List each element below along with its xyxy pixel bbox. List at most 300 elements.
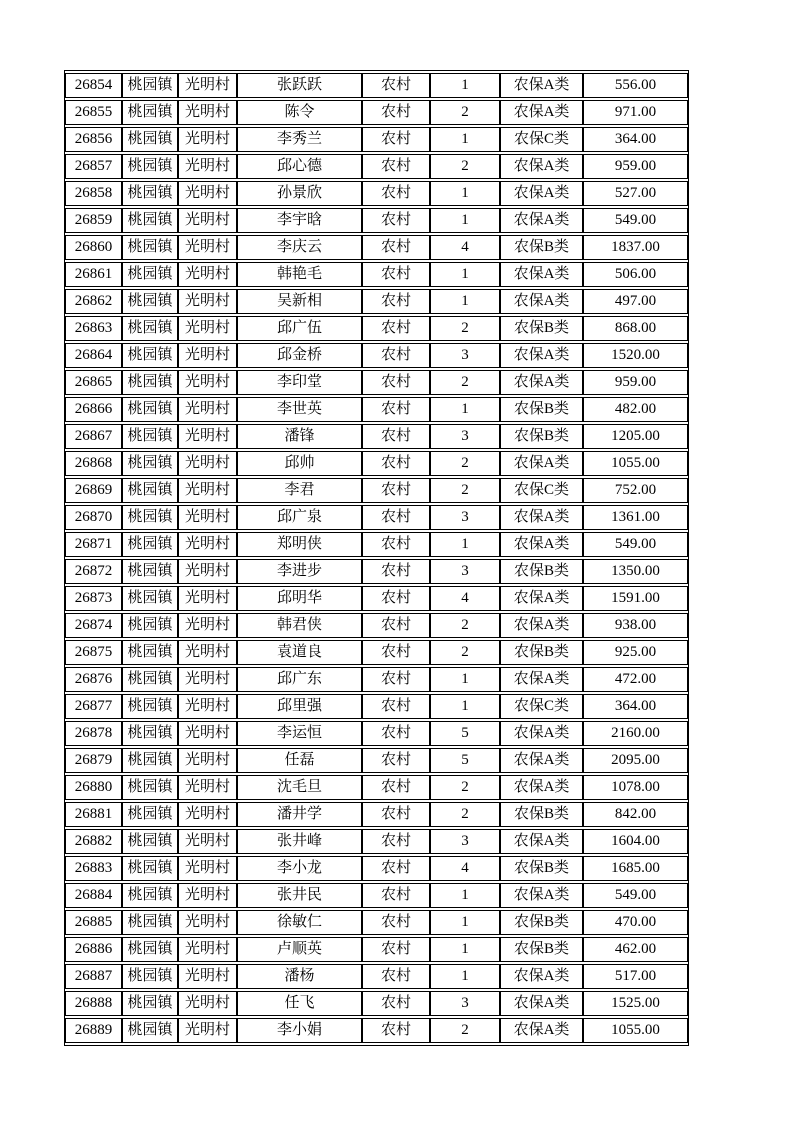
cell-village: 光明村	[178, 964, 237, 989]
cell-name: 潘锋	[237, 424, 362, 449]
cell-person_count: 1	[430, 73, 500, 98]
cell-record_id: 26881	[65, 802, 122, 827]
cell-town: 桃园镇	[122, 343, 178, 368]
cell-record_id: 26872	[65, 559, 122, 584]
cell-town: 桃园镇	[122, 964, 178, 989]
cell-village: 光明村	[178, 208, 237, 233]
cell-insurance_category: 农保B类	[500, 910, 583, 935]
cell-person_count: 2	[430, 451, 500, 476]
cell-name: 李进步	[237, 559, 362, 584]
cell-village: 光明村	[178, 289, 237, 314]
cell-amount: 1525.00	[583, 991, 688, 1016]
cell-amount: 959.00	[583, 154, 688, 179]
cell-village: 光明村	[178, 883, 237, 908]
table-row	[65, 208, 688, 233]
cell-insurance_category: 农保A类	[500, 667, 583, 692]
cell-insurance_category: 农保B类	[500, 937, 583, 962]
cell-amount: 1055.00	[583, 1018, 688, 1043]
cell-residence_type: 农村	[362, 505, 430, 530]
table-row	[65, 235, 688, 260]
cell-record_id: 26882	[65, 829, 122, 854]
cell-insurance_category: 农保C类	[500, 478, 583, 503]
cell-village: 光明村	[178, 127, 237, 152]
cell-record_id: 26889	[65, 1018, 122, 1043]
cell-person_count: 5	[430, 748, 500, 773]
cell-village: 光明村	[178, 343, 237, 368]
cell-amount: 482.00	[583, 397, 688, 422]
cell-record_id: 26879	[65, 748, 122, 773]
cell-person_count: 2	[430, 640, 500, 665]
cell-town: 桃园镇	[122, 910, 178, 935]
cell-person_count: 3	[430, 991, 500, 1016]
cell-person_count: 1	[430, 181, 500, 206]
cell-residence_type: 农村	[362, 802, 430, 827]
table-row	[65, 748, 688, 773]
cell-person_count: 1	[430, 532, 500, 557]
cell-person_count: 2	[430, 154, 500, 179]
cell-name: 韩艳毛	[237, 262, 362, 287]
cell-residence_type: 农村	[362, 640, 430, 665]
cell-person_count: 3	[430, 343, 500, 368]
cell-name: 邱广伍	[237, 316, 362, 341]
cell-name: 张井民	[237, 883, 362, 908]
cell-village: 光明村	[178, 181, 237, 206]
cell-insurance_category: 农保A类	[500, 964, 583, 989]
cell-residence_type: 农村	[362, 181, 430, 206]
cell-village: 光明村	[178, 505, 237, 530]
cell-town: 桃园镇	[122, 640, 178, 665]
cell-village: 光明村	[178, 613, 237, 638]
cell-person_count: 1	[430, 910, 500, 935]
table-row	[65, 559, 688, 584]
cell-residence_type: 农村	[362, 856, 430, 881]
cell-name: 潘杨	[237, 964, 362, 989]
cell-record_id: 26880	[65, 775, 122, 800]
cell-record_id: 26861	[65, 262, 122, 287]
cell-amount: 2160.00	[583, 721, 688, 746]
cell-village: 光明村	[178, 424, 237, 449]
cell-residence_type: 农村	[362, 559, 430, 584]
table-row	[65, 451, 688, 476]
cell-name: 郑明侠	[237, 532, 362, 557]
cell-record_id: 26854	[65, 73, 122, 98]
cell-town: 桃园镇	[122, 532, 178, 557]
cell-village: 光明村	[178, 694, 237, 719]
cell-amount: 1350.00	[583, 559, 688, 584]
cell-name: 徐敏仁	[237, 910, 362, 935]
cell-name: 邱里强	[237, 694, 362, 719]
cell-residence_type: 农村	[362, 829, 430, 854]
cell-village: 光明村	[178, 748, 237, 773]
table-row	[65, 424, 688, 449]
cell-town: 桃园镇	[122, 559, 178, 584]
table-row	[65, 181, 688, 206]
cell-village: 光明村	[178, 856, 237, 881]
cell-town: 桃园镇	[122, 505, 178, 530]
cell-amount: 497.00	[583, 289, 688, 314]
cell-record_id: 26858	[65, 181, 122, 206]
cell-town: 桃园镇	[122, 748, 178, 773]
cell-residence_type: 农村	[362, 775, 430, 800]
cell-amount: 549.00	[583, 883, 688, 908]
cell-name: 潘井学	[237, 802, 362, 827]
cell-residence_type: 农村	[362, 397, 430, 422]
cell-record_id: 26873	[65, 586, 122, 611]
cell-town: 桃园镇	[122, 451, 178, 476]
cell-amount: 1591.00	[583, 586, 688, 611]
cell-insurance_category: 农保A类	[500, 370, 583, 395]
cell-name: 陈令	[237, 100, 362, 125]
cell-insurance_category: 农保B类	[500, 802, 583, 827]
cell-amount: 549.00	[583, 532, 688, 557]
cell-village: 光明村	[178, 1018, 237, 1043]
cell-residence_type: 农村	[362, 235, 430, 260]
cell-name: 李运恒	[237, 721, 362, 746]
cell-record_id: 26876	[65, 667, 122, 692]
cell-name: 邱明华	[237, 586, 362, 611]
table-row	[65, 343, 688, 368]
cell-insurance_category: 农保B类	[500, 424, 583, 449]
cell-residence_type: 农村	[362, 910, 430, 935]
cell-residence_type: 农村	[362, 883, 430, 908]
cell-record_id: 26884	[65, 883, 122, 908]
table-row	[65, 721, 688, 746]
cell-person_count: 2	[430, 370, 500, 395]
table-row	[65, 829, 688, 854]
cell-residence_type: 农村	[362, 154, 430, 179]
cell-record_id: 26862	[65, 289, 122, 314]
cell-town: 桃园镇	[122, 235, 178, 260]
cell-residence_type: 农村	[362, 370, 430, 395]
cell-name: 沈毛旦	[237, 775, 362, 800]
cell-amount: 506.00	[583, 262, 688, 287]
cell-person_count: 2	[430, 100, 500, 125]
cell-person_count: 2	[430, 613, 500, 638]
cell-insurance_category: 农保B类	[500, 640, 583, 665]
cell-amount: 925.00	[583, 640, 688, 665]
cell-insurance_category: 农保B类	[500, 235, 583, 260]
cell-town: 桃园镇	[122, 613, 178, 638]
cell-name: 邱广东	[237, 667, 362, 692]
cell-person_count: 1	[430, 883, 500, 908]
cell-record_id: 26863	[65, 316, 122, 341]
cell-village: 光明村	[178, 397, 237, 422]
cell-name: 任飞	[237, 991, 362, 1016]
cell-record_id: 26874	[65, 613, 122, 638]
cell-name: 孙景欣	[237, 181, 362, 206]
cell-person_count: 1	[430, 208, 500, 233]
cell-town: 桃园镇	[122, 424, 178, 449]
table-row	[65, 694, 688, 719]
cell-insurance_category: 农保C类	[500, 694, 583, 719]
table-row	[65, 856, 688, 881]
cell-town: 桃园镇	[122, 856, 178, 881]
cell-record_id: 26885	[65, 910, 122, 935]
cell-residence_type: 农村	[362, 316, 430, 341]
cell-village: 光明村	[178, 775, 237, 800]
cell-record_id: 26867	[65, 424, 122, 449]
cell-insurance_category: 农保B类	[500, 316, 583, 341]
cell-insurance_category: 农保A类	[500, 451, 583, 476]
cell-insurance_category: 农保B类	[500, 856, 583, 881]
cell-residence_type: 农村	[362, 343, 430, 368]
cell-town: 桃园镇	[122, 937, 178, 962]
cell-record_id: 26878	[65, 721, 122, 746]
cell-person_count: 1	[430, 397, 500, 422]
cell-town: 桃园镇	[122, 1018, 178, 1043]
cell-village: 光明村	[178, 154, 237, 179]
cell-amount: 752.00	[583, 478, 688, 503]
cell-insurance_category: 农保A类	[500, 586, 583, 611]
cell-insurance_category: 农保C类	[500, 127, 583, 152]
cell-residence_type: 农村	[362, 694, 430, 719]
cell-insurance_category: 农保A类	[500, 100, 583, 125]
cell-village: 光明村	[178, 586, 237, 611]
cell-town: 桃园镇	[122, 667, 178, 692]
cell-name: 李庆云	[237, 235, 362, 260]
cell-town: 桃园镇	[122, 586, 178, 611]
table-row	[65, 127, 688, 152]
table-row	[65, 478, 688, 503]
table-row	[65, 289, 688, 314]
cell-town: 桃园镇	[122, 991, 178, 1016]
cell-town: 桃园镇	[122, 397, 178, 422]
cell-insurance_category: 农保A类	[500, 343, 583, 368]
cell-amount: 549.00	[583, 208, 688, 233]
cell-town: 桃园镇	[122, 181, 178, 206]
cell-residence_type: 农村	[362, 289, 430, 314]
table-row	[65, 937, 688, 962]
cell-residence_type: 农村	[362, 73, 430, 98]
cell-residence_type: 农村	[362, 613, 430, 638]
cell-person_count: 1	[430, 694, 500, 719]
table-row	[65, 100, 688, 125]
cell-record_id: 26871	[65, 532, 122, 557]
table-row	[65, 775, 688, 800]
cell-amount: 959.00	[583, 370, 688, 395]
table-row	[65, 532, 688, 557]
cell-residence_type: 农村	[362, 964, 430, 989]
cell-person_count: 1	[430, 289, 500, 314]
cell-name: 张井峰	[237, 829, 362, 854]
table-row	[65, 1018, 688, 1043]
cell-insurance_category: 农保A类	[500, 1018, 583, 1043]
cell-name: 邱金桥	[237, 343, 362, 368]
cell-amount: 472.00	[583, 667, 688, 692]
cell-record_id: 26856	[65, 127, 122, 152]
cell-insurance_category: 农保A类	[500, 721, 583, 746]
cell-amount: 1361.00	[583, 505, 688, 530]
cell-insurance_category: 农保A类	[500, 154, 583, 179]
cell-person_count: 1	[430, 964, 500, 989]
cell-amount: 971.00	[583, 100, 688, 125]
table-row	[65, 154, 688, 179]
cell-record_id: 26887	[65, 964, 122, 989]
cell-record_id: 26860	[65, 235, 122, 260]
cell-village: 光明村	[178, 316, 237, 341]
cell-town: 桃园镇	[122, 100, 178, 125]
cell-residence_type: 农村	[362, 262, 430, 287]
cell-amount: 1604.00	[583, 829, 688, 854]
cell-name: 邱帅	[237, 451, 362, 476]
cell-town: 桃园镇	[122, 289, 178, 314]
cell-amount: 1205.00	[583, 424, 688, 449]
cell-name: 邱心德	[237, 154, 362, 179]
cell-amount: 868.00	[583, 316, 688, 341]
cell-village: 光明村	[178, 370, 237, 395]
cell-town: 桃园镇	[122, 154, 178, 179]
cell-insurance_category: 农保A类	[500, 289, 583, 314]
cell-residence_type: 农村	[362, 586, 430, 611]
cell-person_count: 5	[430, 721, 500, 746]
cell-amount: 462.00	[583, 937, 688, 962]
table-body	[65, 73, 688, 1043]
cell-person_count: 1	[430, 127, 500, 152]
cell-name: 李小娟	[237, 1018, 362, 1043]
cell-record_id: 26868	[65, 451, 122, 476]
cell-amount: 517.00	[583, 964, 688, 989]
cell-person_count: 2	[430, 1018, 500, 1043]
cell-amount: 527.00	[583, 181, 688, 206]
cell-name: 卢顺英	[237, 937, 362, 962]
cell-name: 李君	[237, 478, 362, 503]
cell-residence_type: 农村	[362, 937, 430, 962]
cell-insurance_category: 农保A类	[500, 883, 583, 908]
cell-village: 光明村	[178, 721, 237, 746]
cell-residence_type: 农村	[362, 1018, 430, 1043]
cell-name: 张跃跃	[237, 73, 362, 98]
cell-town: 桃园镇	[122, 802, 178, 827]
cell-name: 李印堂	[237, 370, 362, 395]
cell-residence_type: 农村	[362, 478, 430, 503]
cell-residence_type: 农村	[362, 127, 430, 152]
cell-name: 任磊	[237, 748, 362, 773]
cell-insurance_category: 农保A类	[500, 505, 583, 530]
cell-town: 桃园镇	[122, 73, 178, 98]
cell-residence_type: 农村	[362, 424, 430, 449]
cell-town: 桃园镇	[122, 883, 178, 908]
cell-record_id: 26877	[65, 694, 122, 719]
cell-person_count: 2	[430, 802, 500, 827]
cell-insurance_category: 农保A类	[500, 532, 583, 557]
cell-person_count: 4	[430, 856, 500, 881]
benefits-table	[65, 71, 688, 1045]
table-row	[65, 613, 688, 638]
table-row	[65, 802, 688, 827]
table-row	[65, 667, 688, 692]
cell-insurance_category: 农保A类	[500, 73, 583, 98]
cell-name: 吴新相	[237, 289, 362, 314]
table-row	[65, 262, 688, 287]
cell-name: 袁道良	[237, 640, 362, 665]
cell-village: 光明村	[178, 802, 237, 827]
cell-record_id: 26886	[65, 937, 122, 962]
cell-person_count: 4	[430, 235, 500, 260]
cell-amount: 364.00	[583, 694, 688, 719]
cell-village: 光明村	[178, 991, 237, 1016]
cell-town: 桃园镇	[122, 721, 178, 746]
cell-person_count: 1	[430, 937, 500, 962]
cell-name: 李秀兰	[237, 127, 362, 152]
table-row	[65, 316, 688, 341]
table-row	[65, 640, 688, 665]
cell-insurance_category: 农保A类	[500, 748, 583, 773]
cell-village: 光明村	[178, 559, 237, 584]
cell-town: 桃园镇	[122, 208, 178, 233]
cell-village: 光明村	[178, 937, 237, 962]
cell-town: 桃园镇	[122, 316, 178, 341]
cell-village: 光明村	[178, 235, 237, 260]
cell-amount: 470.00	[583, 910, 688, 935]
cell-record_id: 26888	[65, 991, 122, 1016]
cell-residence_type: 农村	[362, 208, 430, 233]
cell-residence_type: 农村	[362, 667, 430, 692]
cell-record_id: 26883	[65, 856, 122, 881]
cell-residence_type: 农村	[362, 748, 430, 773]
cell-insurance_category: 农保A类	[500, 262, 583, 287]
cell-insurance_category: 农保A类	[500, 613, 583, 638]
cell-town: 桃园镇	[122, 829, 178, 854]
table-row	[65, 586, 688, 611]
cell-amount: 1520.00	[583, 343, 688, 368]
cell-village: 光明村	[178, 640, 237, 665]
table-row	[65, 370, 688, 395]
cell-person_count: 3	[430, 424, 500, 449]
cell-person_count: 4	[430, 586, 500, 611]
cell-amount: 1837.00	[583, 235, 688, 260]
cell-record_id: 26857	[65, 154, 122, 179]
cell-person_count: 2	[430, 316, 500, 341]
table-row	[65, 991, 688, 1016]
cell-record_id: 26875	[65, 640, 122, 665]
cell-record_id: 26870	[65, 505, 122, 530]
cell-person_count: 3	[430, 505, 500, 530]
cell-residence_type: 农村	[362, 721, 430, 746]
cell-residence_type: 农村	[362, 532, 430, 557]
cell-village: 光明村	[178, 910, 237, 935]
table-row	[65, 883, 688, 908]
cell-record_id: 26866	[65, 397, 122, 422]
cell-amount: 2095.00	[583, 748, 688, 773]
cell-name: 李宇晗	[237, 208, 362, 233]
cell-record_id: 26864	[65, 343, 122, 368]
cell-amount: 1055.00	[583, 451, 688, 476]
cell-village: 光明村	[178, 532, 237, 557]
cell-record_id: 26855	[65, 100, 122, 125]
table-row	[65, 73, 688, 98]
cell-residence_type: 农村	[362, 100, 430, 125]
cell-name: 李世英	[237, 397, 362, 422]
cell-insurance_category: 农保A类	[500, 991, 583, 1016]
cell-person_count: 3	[430, 829, 500, 854]
cell-village: 光明村	[178, 100, 237, 125]
table-row	[65, 397, 688, 422]
cell-town: 桃园镇	[122, 694, 178, 719]
cell-person_count: 1	[430, 262, 500, 287]
cell-village: 光明村	[178, 73, 237, 98]
cell-insurance_category: 农保B类	[500, 397, 583, 422]
cell-name: 邱广泉	[237, 505, 362, 530]
cell-amount: 842.00	[583, 802, 688, 827]
cell-name: 韩君侠	[237, 613, 362, 638]
cell-insurance_category: 农保B类	[500, 559, 583, 584]
cell-residence_type: 农村	[362, 991, 430, 1016]
cell-amount: 1078.00	[583, 775, 688, 800]
table-row	[65, 964, 688, 989]
cell-town: 桃园镇	[122, 370, 178, 395]
cell-amount: 1685.00	[583, 856, 688, 881]
cell-person_count: 2	[430, 775, 500, 800]
